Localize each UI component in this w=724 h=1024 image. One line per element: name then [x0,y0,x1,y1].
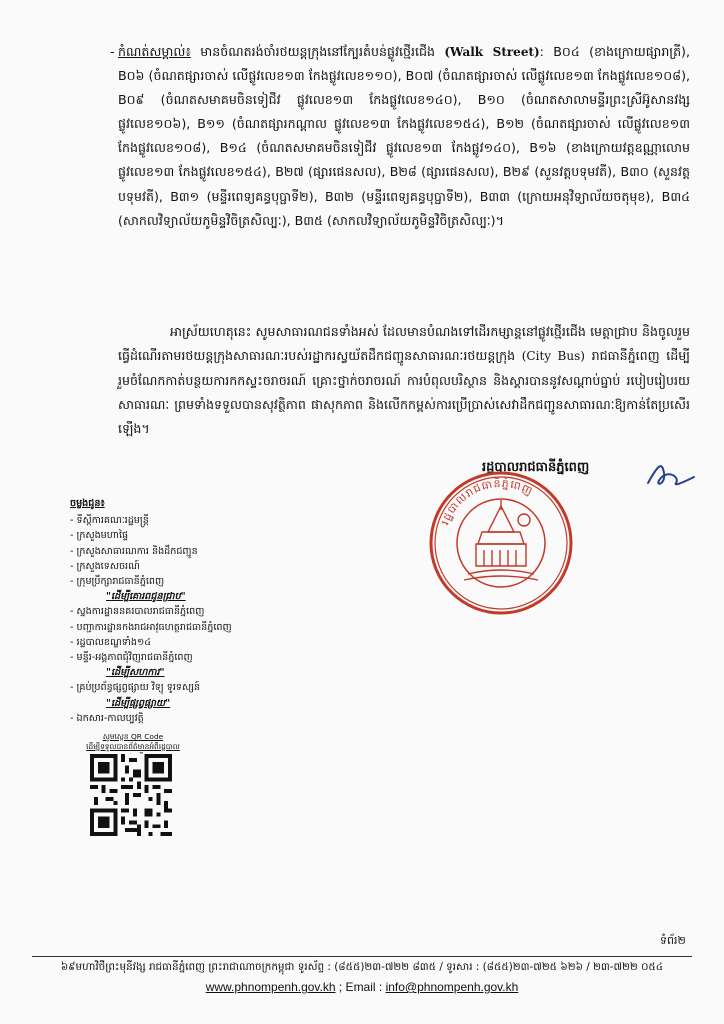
cc-purpose: "ដើម្បីគោរពជូនជ្រាប" [106,591,186,603]
cc-item: - ក្រុមប្រឹក្សារាជធានីភ្នំពេញ [70,576,165,588]
email-separator: ; Email : [338,980,383,994]
cc-item: - គ្រប់ប្រព័ន្ធផ្សព្វផ្សាយ វិទ្យុ ទូរទស្សន៍ [70,682,201,694]
page-number: ទំព័រ២ [660,934,686,947]
footer-contact [32,980,692,994]
paragraph-text-before: អាស្រ័យហេតុនេះ សូមសាធារណជនទាំងអស់ ដែលមានបំណងទៅដើរកម្សាន្តនៅផ្លូវថ្មើរជើង មេត្តាជ្រាប និងចូលរួមធ្វើដំណើរតាមរថយន្តក្រុងសាធារណៈរបស់រដ្ឋាករស្វយ័តដឹកជញ្ជូនសាធារណៈរថយន្តក្រុង [118,324,690,364]
cc-item: - ក្រសួងសាធារណការ និងដឹកជញ្ជូន [70,545,198,557]
cc-item: - ទីស្តីការគណៈរដ្ឋមន្ត្រី [70,515,149,527]
cc-item: - ក្រសួងទេសចរណ៍ [70,560,140,572]
notes-label: កំណត់សម្គាល់៖ [118,44,191,59]
cc-item: - រដ្ឋបាលខណ្ឌទាំង១៤ [70,636,151,648]
qr-caption-line: ដើម្បីទទួលបានព័ត៌មានអំពីរដ្ឋបាល [86,742,180,751]
signature-image [640,455,700,495]
cc-item: - ស្នងការដ្ឋាននគរបាលរាជធានីភ្នំពេញ [70,606,205,618]
cc-purpose: "ដើម្បីផ្សព្វផ្សាយ" [106,697,171,709]
main-paragraph [118,320,690,441]
qr-code-icon[interactable] [90,754,172,836]
website-link[interactable]: www.phnompenh.gov.kh [205,980,336,994]
email-link[interactable]: info@phnompenh.gov.kh [385,980,519,994]
cc-item: - បញ្ជាការដ្ឋានកងរាជអាវុធហត្ថរាជធានីភ្នំពេញ [70,621,232,633]
notes-bus-stops: : B០៤ (ខាងក្រោយផ្សារាត្រី), B០៦ (ចំណតផ្សារចាស់ លើផ្លូវលេខ១៣ កែងផ្លូវលេខ១១០), B០៧ (ចំណតផ្សារចាស់ លើផ្លូវលេខ១៣ កែងផ្លូវលេខ១០៨), B០៩ (ចំណតសមាគមចិនទៀជីវ ផ្លូវលេខ១៣ កែងផ្លូវលេខ១៤០), B១០ (ចំណតសាលាមន្ទីរព្រះស្រីអ៊ូសានវង្ស ផ្លូវលេខ១០៦), B១១ (ចំណតផ្សារកណ្ដាល ផ្លូវលេខ១៣ កែងផ្លូវលេខ១៥៤), B១២ (ចំណតផ្សារចាស់ លើផ្លូវលេខ១៣ កែងផ្លូវលេខ១០៨), B១៤ (ចំណតសមាគមចិនទៀជីវ ផ្លូវលេខ១៣ កែងផ្លូវ១៤០), B១៦ (ខាងក្រោយវត្តឧណ្ណាលោម ផ្លូវលេខ១៣ កែងផ្លូវលេខ១៥៤), B២៧ (ផ្សារផេនសល), B២៨ (ផ្សារផេនសល), B២៩ (សួនវត្តបទុមវតី), B៣០ (សួនវត្តបទុមវតី), B៣១ (មន្ទីរពេទ្យគន្ធបុប្ផាទី២), B៣២ (មន្ទីរពេទ្យគន្ធបុប្ផាទី២), B៣៣ (ក្រោយអនុវិទ្យាល័យចតុមុខ), B៣៤ (សាកលវិទ្យាល័យភូមិន្ទវិចិត្រសិល្បៈ), B៣៥ (សាកលវិទ្យាល័យភូមិន្ទវិចិត្រសិល្បៈ)។ [118,44,690,228]
cc-item: - ឯកសារ-កាលប្បវត្តិ [70,712,144,724]
cc-heading: ចម្លងជូន៖ [70,498,105,509]
notes-section [110,40,690,233]
cc-list [70,496,310,726]
signature-title: រដ្ឋបាលរាជធានីភ្នំពេញ [482,460,590,475]
footer-divider [32,956,692,957]
cc-purpose: "ដើម្បីសហការ" [106,667,165,679]
paragraph-text-after: រាជធានីភ្នំពេញ ដើម្បីរួមចំណែកកាត់បន្ថយការកកស្ទះចរាចរណ៍ គ្រោះថ្នាក់ចរាចរណ៍ ការបំពុលបរិស្ថាន និងស្តារបាននូវសណ្តាប់ធ្នាប់ របៀបរៀបរយសាធារណៈ ព្រមទាំងទទួលបានសុវត្ថិភាព ផាសុកភាព និងលើកកម្ពស់ការប្រើប្រាស់សេវាដឹកជញ្ជូនសាធារណៈឱ្យកាន់តែប្រសើរឡើង។ [118,348,690,437]
qr-caption-line: សូមស្កេន QR Code [102,732,164,741]
bullet: - [110,44,115,59]
seal-text: រដ្ឋបាលរាជធានីភ្នំពេញ [438,476,536,527]
cc-item: - ក្រសួងមហាផ្ទៃ [70,530,129,542]
walk-street-label: (Walk Street) [444,45,540,59]
cc-item: - មន្ទីរ-អង្គភាពជុំវិញរាជធានីភ្នំពេញ [70,652,193,664]
official-seal-icon [428,470,574,616]
footer-address: ៦៩មហាវិថីព្រះមុនីវង្ស រាជធានីភ្នំពេញ ព្រះរាជាណាចក្រកម្ពុជា ទូរស័ព្ទ : (៨៥៥)២៣-៧២២ ៨៣៥ / ទូរសារ : (៨៥៥)២៣-៧២៥ ៦២៦ / ២៣-៧២២ ០៥៤ [60,961,664,973]
city-bus-label: (City Bus) [521,349,585,364]
notes-intro: មានចំណតរង់ចាំរថយន្តក្រុងនៅក្បែរតំបន់ផ្លូវថ្មើរជើង [190,44,445,59]
